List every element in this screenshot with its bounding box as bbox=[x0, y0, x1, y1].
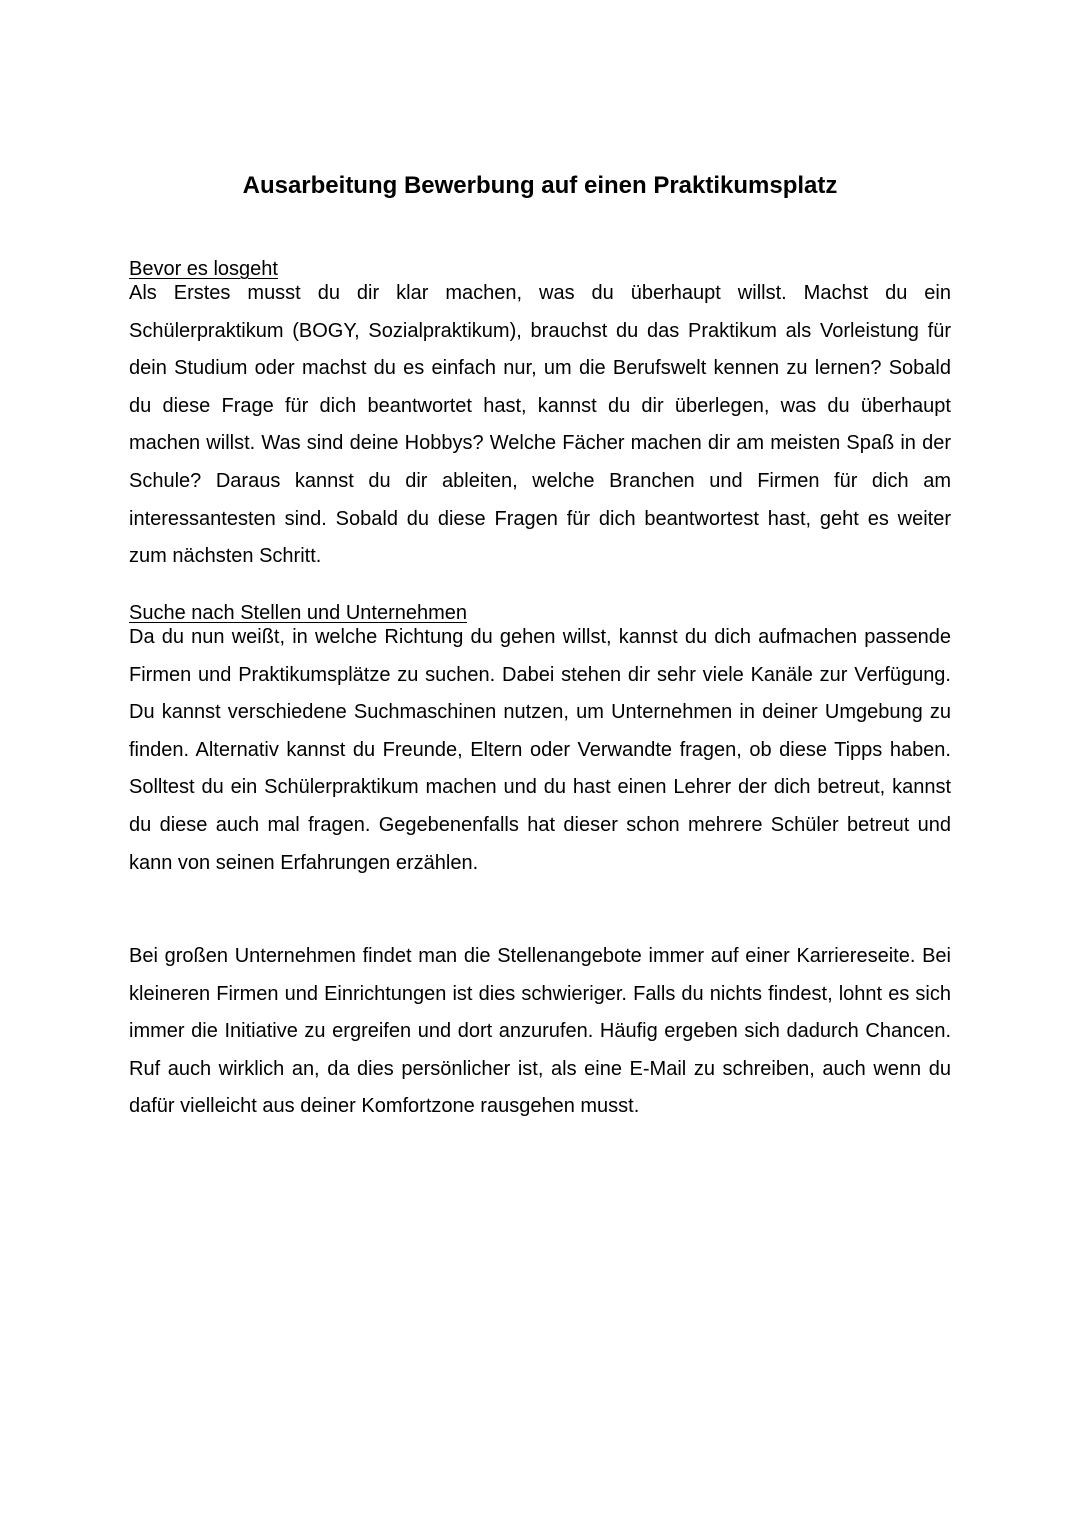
section-grosse-unternehmen bbox=[129, 938, 951, 1126]
section-suche-nach-stellen bbox=[129, 601, 951, 882]
section-paragraph: Da du nun weißt, in welche Richtung du gehen willst, kannst du dich aufmachen passende Firmen und Praktikumsplätze zu suchen. Dabei stehen dir sehr viele Kanäle zur Verfügung. Du kannst verschiedene Suchmaschinen nutzen, um Unternehmen in deiner Umgebung zu finden. Alternativ kannst du Freunde, Eltern oder Verwandte fragen, ob diese Tipps haben. Solltest du ein Schülerpraktikum machen und du hast einen Lehrer der dich betreut, kannst du diese auch mal fragen. Gegebenenfalls hat dieser schon mehrere Schüler betreut und kann von seinen Erfahrungen erzählen. bbox=[129, 626, 951, 874]
section-paragraph: Bei großen Unternehmen findet man die Stellenangebote immer auf einer Karriereseite. Bei kleineren Firmen und Einrichtungen ist dies schwieriger. Falls du nichts findest, lohnt es sich immer die Initiative zu ergreifen und dort anzurufen. Häufig ergeben sich dadurch Chancen. Ruf auch wirklich an, da dies persönlicher ist, als eine E-Mail zu schreiben, auch wenn du dafür vielleicht aus deiner Komfortzone rausgehen musst. bbox=[129, 945, 951, 1118]
section-bevor-es-losgeht bbox=[129, 257, 951, 576]
section-heading: Suche nach Stellen und Unternehmen bbox=[129, 602, 468, 624]
section-heading: Bevor es losgeht bbox=[129, 258, 278, 280]
document-title: Ausarbeitung Bewerbung auf einen Praktikumsplatz bbox=[242, 172, 838, 199]
section-paragraph: Als Erstes musst du dir klar machen, was du überhaupt willst. Machst du ein Schülerpraktikum (BOGY, Sozialpraktikum), brauchst du das Praktikum als Vorleistung für dein Studium oder machst du es einfach nur, um die Berufswelt kennen zu lernen? Sobald du diese Frage für dich beantwortet hast, kannst du dir überlegen, was du überhaupt machen willst. Was sind deine Hobbys? Welche Fächer machen dir am meisten Spaß in der Schule? Daraus kannst du dir ableiten, welche Branchen und Firmen für dich am interessantesten sind. Sobald du diese Fragen für dich beantwortest hast, geht es weiter zum nächsten Schritt. bbox=[129, 282, 951, 568]
